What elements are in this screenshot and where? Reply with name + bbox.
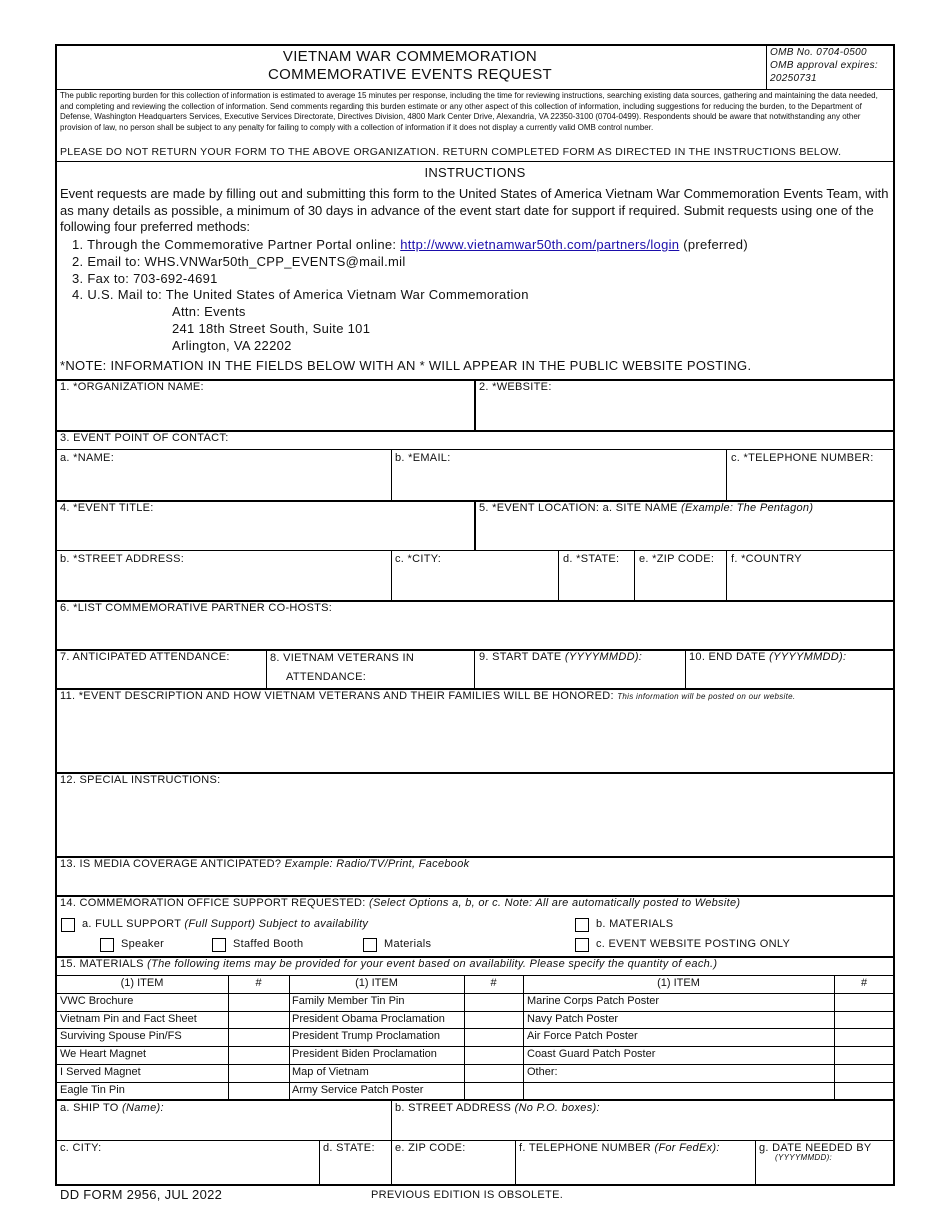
support-text: 14. COMMEMORATION OFFICE SUPPORT REQUESTED: [60, 897, 370, 909]
street-label: b. *STREET ADDRESS: [60, 553, 185, 565]
website-input[interactable] [477, 395, 893, 429]
special-input[interactable] [57, 789, 893, 855]
material-item: I Served Magnet [60, 1066, 141, 1078]
ship-to-text: a. SHIP TO [60, 1102, 122, 1114]
qty-header-2: # [490, 977, 497, 989]
date-needed-format: (YYYYMMDD): [775, 1153, 833, 1162]
ship-street-text: b. STREET ADDRESS [395, 1102, 515, 1114]
omb-date: 20250731 [770, 73, 817, 84]
materials-text: 15. MATERIALS [60, 958, 148, 970]
material-item: Surviving Spouse Pin/FS [60, 1030, 182, 1042]
rule [391, 550, 392, 600]
date-needed-label: g. DATE NEEDED BY [759, 1142, 872, 1154]
item-header-3: (1) ITEM [657, 977, 700, 989]
material-item: President Obama Proclamation [292, 1013, 445, 1025]
portal-link[interactable]: http://www.vietnamwar50th.com/partners/login [400, 237, 680, 252]
event-title-label: 4. *EVENT TITLE: [60, 502, 154, 514]
event-location-prefix: 5. *EVENT LOCATION: a. SITE NAME [479, 502, 682, 514]
material-item: Marine Corps Patch Poster [527, 995, 660, 1007]
special-label: 12. SPECIAL INSTRUCTIONS: [60, 774, 221, 786]
zip-label: e. *ZIP CODE: [639, 553, 715, 565]
quantity-input[interactable] [835, 994, 893, 1082]
website-posting-checkbox[interactable] [575, 938, 589, 952]
media-example: Example: Radio/TV/Print, Facebook [284, 858, 470, 870]
staffed-booth-label: Staffed Booth [233, 938, 304, 950]
name-label: a. *NAME: [60, 452, 115, 464]
instructions-intro: Event requests are made by filling out and submitting this form to the United States of America Vietnam War Commemoration Events Team, with as many details as possible, a minimum of 30 days in advance of the event start date for support if required. Submit requests using one of the following four preferred methods: [60, 186, 889, 234]
form-id: DD FORM 2956, JUL 2022 [60, 1187, 223, 1202]
rule [474, 649, 475, 689]
speaker-label: Speaker [121, 938, 165, 950]
rule [56, 1099, 894, 1101]
zip-input[interactable] [636, 567, 725, 600]
city-input[interactable] [393, 567, 557, 600]
rule [289, 975, 290, 1099]
ship-street-label [395, 1102, 600, 1114]
rule [634, 550, 635, 600]
country-label: f. *COUNTRY [731, 553, 802, 565]
method-portal [72, 237, 748, 252]
date-needed-input[interactable] [757, 1163, 893, 1185]
burden-statement: The public reporting burden for this collection of information is estimated to average 15 minutes per response, including the time for reviewing instructions, searching existing data sources, gathering and maintaining the data needed, and completing and reviewing the collection of information. Send comments regarding this burden estimate or any other aspect of this collection of information, including suggestions for reducing the burden, to the Department of Defense, Washington Headquarters Services, Executive Services Directorate, Directives Division, 4800 Mark Center Drive, Alexandria, VA 22350-3100 (0704-0499). Respondents should be aware that notwithstanding any other provision of law, no person shall be subject to any penalty for failing to comply with a collection of information if it does not display a currently valid OMB control number. [60, 91, 878, 132]
email-input[interactable] [393, 466, 724, 499]
rule [755, 1140, 756, 1186]
cohosts-label: 6. *LIST COMMEMORATIVE PARTNER CO-HOSTS: [60, 602, 333, 614]
ship-phone-text: f. TELEPHONE NUMBER [519, 1142, 655, 1154]
ship-phone-input[interactable] [517, 1156, 753, 1185]
rule [523, 975, 524, 1099]
event-location-label [479, 502, 813, 514]
event-location-example: (Example: The Pentagon) [681, 502, 814, 514]
header-divider [766, 45, 767, 89]
rule [391, 449, 392, 500]
rule [56, 1140, 894, 1141]
site-name-input[interactable] [477, 516, 893, 549]
rule [474, 380, 476, 430]
telephone-input[interactable] [728, 466, 893, 499]
form-title-line1: VIETNAM WAR COMMEMORATION [282, 48, 538, 65]
media-label [60, 858, 469, 870]
name-input[interactable] [57, 466, 390, 499]
materials-note: (The following items may be provided for your event based on availability. Please specify the quantity of each.) [147, 958, 718, 970]
rule [56, 1082, 894, 1083]
ship-zip-label: e. ZIP CODE: [395, 1142, 466, 1154]
end-date-format: (YYYYMMDD): [769, 651, 847, 663]
material-item: President Trump Proclamation [292, 1030, 440, 1042]
mail-city: Arlington, VA 22202 [172, 338, 292, 353]
street-input[interactable] [57, 567, 390, 600]
state-input[interactable] [560, 567, 633, 600]
state-label: d. *STATE: [563, 553, 620, 565]
media-text: 13. IS MEDIA COVERAGE ANTICIPATED? [60, 858, 285, 870]
description-note: This information will be posted on our website. [617, 692, 796, 701]
rule [726, 550, 727, 600]
qty-header-1: # [255, 977, 262, 989]
event-title-input[interactable] [57, 516, 473, 549]
materials-b-label: b. MATERIALS [596, 918, 674, 930]
ship-state-label: d. STATE: [323, 1142, 375, 1154]
quantity-input[interactable] [229, 994, 288, 1082]
instructions-heading: INSTRUCTIONS [424, 165, 526, 180]
full-support-checkbox[interactable] [61, 918, 75, 932]
end-date-label [689, 651, 846, 663]
media-input[interactable] [57, 873, 893, 894]
return-notice: PLEASE DO NOT RETURN YOUR FORM TO THE ABOVE ORGANIZATION. RETURN COMPLETED FORM AS DIRECTED IN THE INSTRUCTIONS BELOW. [60, 146, 842, 158]
rule [56, 89, 894, 90]
quantity-input[interactable] [465, 994, 522, 1082]
material-item: Navy Patch Poster [527, 1013, 619, 1025]
org-name-input[interactable] [57, 395, 473, 429]
materials-label [60, 958, 717, 970]
website-posting-label: c. EVENT WEBSITE POSTING ONLY [596, 938, 791, 950]
start-date-label [479, 651, 642, 663]
material-item: President Biden Proclamation [292, 1048, 437, 1060]
ship-zip-input[interactable] [393, 1156, 513, 1185]
rule [515, 1140, 516, 1186]
material-item: Other: [527, 1066, 558, 1078]
email-label: b. *EMAIL: [395, 452, 451, 464]
support-label [60, 897, 740, 909]
omb-number: OMB No. 0704-0500 [770, 47, 867, 58]
start-date-format: (YYYYMMDD): [564, 651, 643, 663]
materials-option-label: Materials [384, 938, 432, 950]
org-name-label: 1. *ORGANIZATION NAME: [60, 381, 204, 393]
start-date-input[interactable] [477, 665, 683, 687]
rule [266, 649, 267, 689]
full-support-text: a. FULL SUPPORT [82, 918, 185, 930]
materials-checkbox[interactable] [575, 918, 589, 932]
full-support-label [82, 918, 368, 930]
ship-street-note: (No P.O. boxes): [514, 1102, 600, 1114]
support-note: (Select Options a, b, or c. Note: All are automatically posted to Website) [369, 897, 741, 909]
item-header-1: (1) ITEM [120, 977, 164, 989]
description-text: 11. *EVENT DESCRIPTION AND HOW VIETNAM VETERANS AND THEIR FAMILIES WILL BE HONORED: [60, 690, 618, 702]
speaker-checkbox[interactable] [100, 938, 114, 952]
method-portal-prefix: 1. Through the Commemorative Partner Portal online: [72, 237, 401, 252]
materials-option-checkbox[interactable] [363, 938, 377, 952]
telephone-label: c. *TELEPHONE NUMBER: [731, 452, 874, 464]
obsolete-notice: PREVIOUS EDITION IS OBSOLETE. [371, 1189, 564, 1201]
ship-city-label: c. CITY: [60, 1142, 102, 1154]
veterans-label-1: 8. VIETNAM VETERANS IN [270, 652, 415, 664]
city-label: c. *CITY: [395, 553, 442, 565]
rule [685, 649, 686, 689]
description-label [60, 690, 795, 702]
ship-phone-note: (For FedEx): [654, 1142, 720, 1154]
material-item: Air Force Patch Poster [527, 1030, 638, 1042]
poc-label: 3. EVENT POINT OF CONTACT: [60, 432, 229, 444]
cohosts-input[interactable] [57, 616, 893, 649]
material-item: VWC Brochure [60, 995, 134, 1007]
rule [56, 550, 894, 551]
method-mail: 4. U.S. Mail to: The United States of America Vietnam War Commemoration [72, 287, 529, 302]
ship-to-label [60, 1102, 164, 1114]
material-item: Coast Guard Patch Poster [527, 1048, 656, 1060]
material-item: Map of Vietnam [292, 1066, 369, 1078]
method-portal-suffix: (preferred) [679, 237, 748, 252]
public-note: *NOTE: INFORMATION IN THE FIELDS BELOW WITH AN * WILL APPEAR IN THE PUBLIC WEBSITE POSTING. [60, 358, 752, 373]
mail-street: 241 18th Street South, Suite 101 [172, 321, 371, 336]
rule [391, 1099, 392, 1186]
ship-to-input[interactable] [57, 1116, 390, 1139]
end-date-input[interactable] [687, 665, 893, 687]
material-item: Family Member Tin Pin [292, 995, 405, 1007]
rule [558, 550, 559, 600]
material-item: Army Service Patch Poster [292, 1084, 424, 1096]
end-date-text: 10. END DATE [689, 651, 770, 663]
attendance-input[interactable] [57, 665, 264, 687]
omb-expires: OMB approval expires: [770, 60, 879, 71]
rule [319, 1140, 320, 1186]
method-fax: 3. Fax to: 703-692-4691 [72, 271, 218, 286]
ship-street-input[interactable] [393, 1116, 893, 1139]
form-title-line2: COMMEMORATIVE EVENTS REQUEST [268, 66, 552, 83]
rule [56, 161, 894, 162]
material-item: Eagle Tin Pin [60, 1084, 125, 1096]
rule [726, 449, 727, 500]
attendance-label: 7. ANTICIPATED ATTENDANCE: [60, 651, 230, 663]
staffed-booth-checkbox[interactable] [212, 938, 226, 952]
material-item: We Heart Magnet [60, 1048, 147, 1060]
material-item: Vietnam Pin and Fact Sheet [60, 1013, 197, 1025]
ship-city-input[interactable] [57, 1156, 317, 1185]
veterans-input[interactable] [380, 667, 472, 687]
rule [56, 449, 894, 450]
ship-to-note: (Name): [122, 1102, 164, 1114]
qty-header-3: # [860, 977, 868, 989]
country-input[interactable] [728, 567, 893, 600]
item-header-2: (1) ITEM [355, 977, 398, 989]
full-support-note: (Full Support) Subject to availability [184, 918, 369, 930]
rule [56, 975, 894, 976]
ship-state-input[interactable] [321, 1156, 390, 1185]
ship-phone-label [519, 1142, 720, 1154]
description-input[interactable] [57, 705, 893, 771]
start-date-text: 9. START DATE [479, 651, 565, 663]
mail-attn: Attn: Events [172, 304, 246, 319]
rule [474, 500, 476, 550]
veterans-label-2: ATTENDANCE: [286, 671, 367, 683]
website-label: 2. *WEBSITE: [479, 381, 552, 393]
method-email: 2. Email to: WHS.VNWar50th_CPP_EVENTS@mail.mil [72, 254, 406, 269]
